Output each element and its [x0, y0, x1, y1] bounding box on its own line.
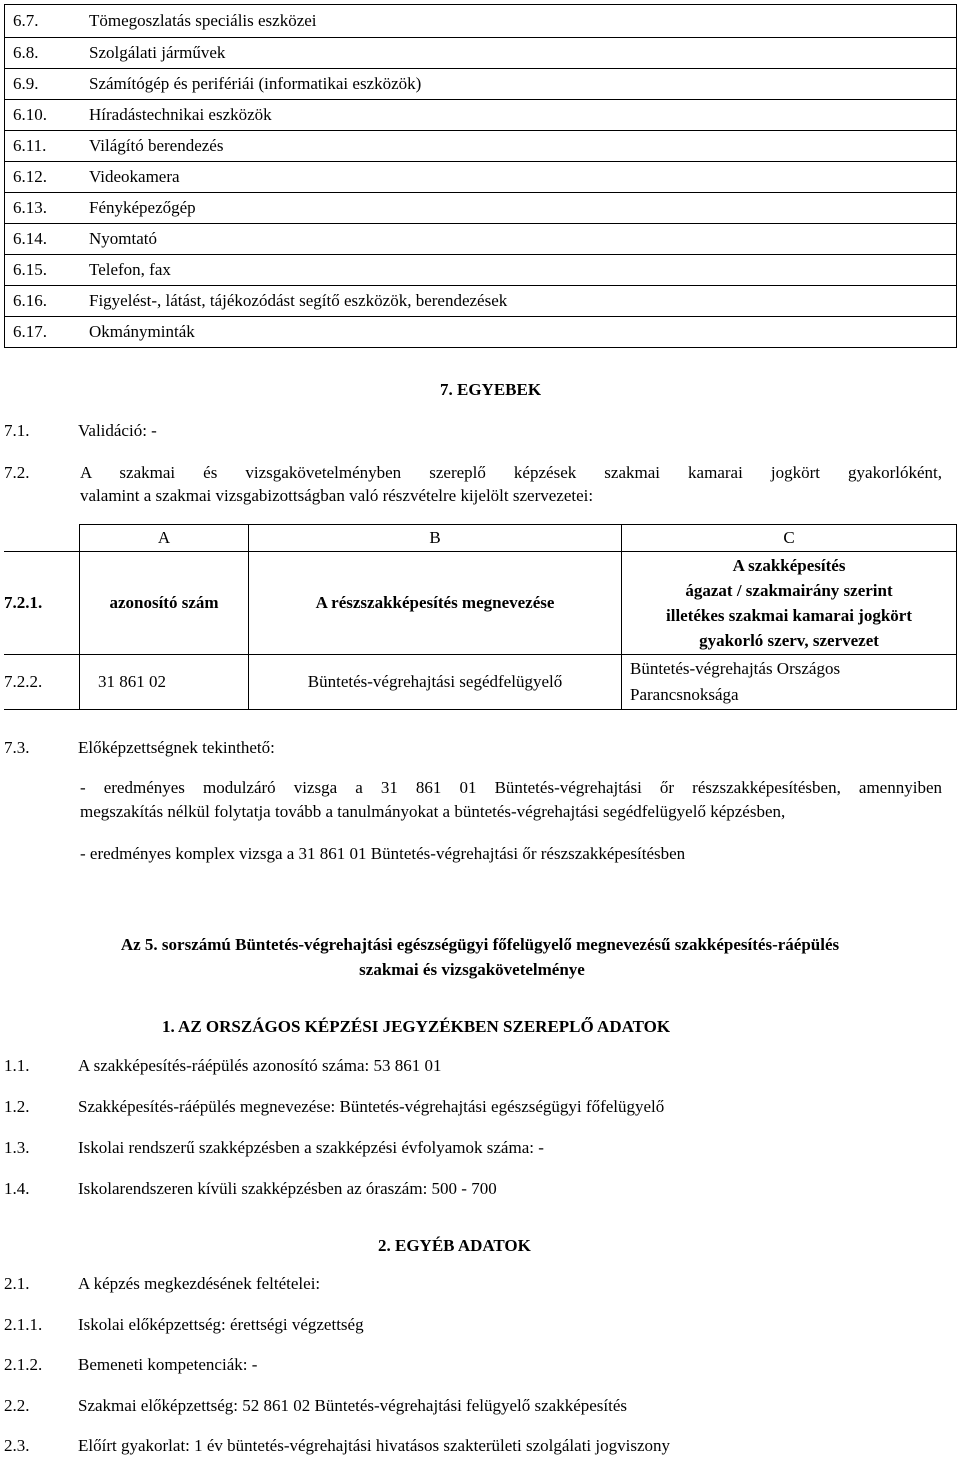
row-7-2-1-org-header — [622, 552, 957, 655]
column-b-header: B — [249, 525, 622, 552]
list-item-number: 1.4. — [4, 1179, 30, 1198]
column-c-header: C — [622, 525, 957, 552]
equipment-label: Világító berendezés — [85, 131, 957, 162]
row-7-2-1-id-header: azonosító szám — [80, 552, 249, 655]
table-row — [4, 655, 957, 710]
row-7-2-2-number: 7.2.2. — [4, 655, 80, 710]
org-header-line: illetékes szakmai kamarai jogkört — [666, 606, 912, 625]
organizations-table — [4, 524, 957, 710]
column-a-header: A — [80, 525, 249, 552]
item-7-2-text-line1: A szakmai és vizsgakövetelményben szereplő képzések szakmai kamarai jogkört gyakorlóként, — [80, 463, 942, 482]
list-item-text: Iskolarendszeren kívüli szakképzésben az óraszám: 500 - 700 — [78, 1179, 497, 1198]
org-line: Parancsnoksága — [630, 685, 739, 704]
list-item-number: 2.2. — [4, 1396, 30, 1415]
header-empty-cell — [4, 525, 80, 552]
equipment-number: 6.11. — [5, 131, 86, 162]
list-item-text: A szakképesítés-ráépülés azonosító száma: 53 861 01 — [78, 1056, 442, 1075]
item-7-2-number: 7.2. — [4, 463, 30, 482]
list-item-number: 1.1. — [4, 1056, 30, 1075]
section-2-heading: 2. EGYÉB ADATOK — [378, 1236, 531, 1255]
document-title-line1: Az 5. sorszámú Büntetés-végrehajtási egészségügyi főfelügyelő megnevezésű szakképesítés-ráépülés — [120, 935, 840, 954]
equipment-label: Tömegoszlatás speciális eszközei — [85, 5, 957, 38]
equipment-label: Figyelést-, látást, tájékozódást segítő eszközök, berendezések — [85, 286, 957, 317]
equipment-label: Fényképezőgép — [85, 193, 957, 224]
list-item-number: 2.1.2. — [4, 1355, 43, 1374]
table-row — [5, 255, 957, 286]
section-7-heading: 7. EGYEBEK — [440, 380, 542, 399]
list-item-text: Iskolai rendszerű szakképzésben a szakképzési évfolyamok száma: - — [78, 1138, 544, 1157]
list-item-text: Szakmai előképzettség: 52 861 02 Büntetés-végrehajtási felügyelő szakképesítés — [78, 1396, 628, 1415]
table-row — [5, 317, 957, 348]
table-header-row — [4, 525, 957, 552]
equipment-label: Híradástechnikai eszközök — [85, 100, 957, 131]
row-7-2-2-id: 31 861 02 — [80, 655, 249, 710]
equipment-number: 6.10. — [5, 100, 86, 131]
item-7-1-text: Validáció: - — [78, 421, 157, 440]
table-row — [4, 552, 957, 655]
equipment-number: 6.9. — [5, 69, 86, 100]
equipment-label: Számítógép és perifériái (informatikai eszközök) — [85, 69, 957, 100]
org-header-line: gyakorló szerv, szervezet — [699, 631, 879, 650]
prior-qualification-2: - eredményes komplex vizsga a 31 861 01 Büntetés-végrehajtási őr részszakképesítésben — [80, 844, 686, 863]
list-item-text: A képzés megkezdésének feltételei: — [78, 1274, 321, 1293]
equipment-label: Videokamera — [85, 162, 957, 193]
prior-qualification-1-line2: megszakítás nélkül folytatja tovább a tanulmányokat a büntetés-végrehajtási segédfelügyelő képzésben, — [80, 802, 786, 821]
section-1-heading: 1. AZ ORSZÁGOS KÉPZÉSI JEGYZÉKBEN SZEREPLŐ ADATOK — [162, 1017, 671, 1036]
table-row — [5, 193, 957, 224]
list-item-text: Előírt gyakorlat: 1 év büntetés-végrehajtási hivatásos szakterületi szolgálati jogviszony — [78, 1436, 670, 1455]
table-row — [5, 38, 957, 69]
org-line: Büntetés-végrehajtás Országos — [630, 659, 841, 678]
list-item-number: 1.3. — [4, 1138, 30, 1157]
table-row — [5, 100, 957, 131]
list-item-text: Iskolai előképzettség: érettségi végzettség — [78, 1315, 364, 1334]
item-7-2-text-line2: valamint a szakmai vizsgabizottságban való részvételre kijelölt szervezetei: — [80, 486, 594, 505]
org-header-line: A szakképesítés — [732, 556, 846, 575]
list-item-number: 1.2. — [4, 1097, 30, 1116]
item-7-3-text: Előképzettségnek tekinthető: — [78, 738, 275, 757]
equipment-number: 6.17. — [5, 317, 86, 348]
equipment-number: 6.16. — [5, 286, 86, 317]
equipment-label: Okmányminták — [85, 317, 957, 348]
equipment-label: Nyomtató — [85, 224, 957, 255]
equipment-number: 6.13. — [5, 193, 86, 224]
list-item-number: 2.3. — [4, 1436, 30, 1455]
equipment-label: Szolgálati járművek — [85, 38, 957, 69]
document-title-line2: szakmai és vizsgakövetelménye — [359, 960, 585, 979]
org-header-line: ágazat / szakmairány szerint — [685, 581, 893, 600]
table-row — [5, 224, 957, 255]
table-row — [5, 69, 957, 100]
item-7-1-number: 7.1. — [4, 421, 30, 440]
table-row — [5, 131, 957, 162]
equipment-table-body — [5, 5, 957, 348]
list-item-text: Szakképesítés-ráépülés megnevezése: Büntetés-végrehajtási egészségügyi főfelügyelő — [78, 1097, 665, 1116]
item-7-3-number: 7.3. — [4, 738, 30, 757]
equipment-number: 6.12. — [5, 162, 86, 193]
equipment-number: 6.15. — [5, 255, 86, 286]
row-7-2-1-number: 7.2.1. — [4, 552, 80, 655]
equipment-number: 6.7. — [5, 5, 86, 38]
row-7-2-1-name-header: A részszakképesítés megnevezése — [249, 552, 622, 655]
row-7-2-2-org — [622, 655, 957, 710]
prior-qualification-1-line1: - eredményes modulzáró vizsga a 31 861 01 Büntetés-végrehajtási őr részszakképesítésben, amennyiben — [80, 778, 942, 797]
table-row — [5, 162, 957, 193]
table-row — [5, 286, 957, 317]
list-item-number: 2.1.1. — [4, 1315, 43, 1334]
equipment-table — [4, 4, 957, 348]
equipment-number: 6.8. — [5, 38, 86, 69]
table-row — [5, 5, 957, 38]
row-7-2-2-name: Büntetés-végrehajtási segédfelügyelő — [249, 655, 622, 710]
list-item-text: Bemeneti kompetenciák: - — [78, 1355, 258, 1374]
list-item-number: 2.1. — [4, 1274, 30, 1293]
equipment-number: 6.14. — [5, 224, 86, 255]
equipment-label: Telefon, fax — [85, 255, 957, 286]
